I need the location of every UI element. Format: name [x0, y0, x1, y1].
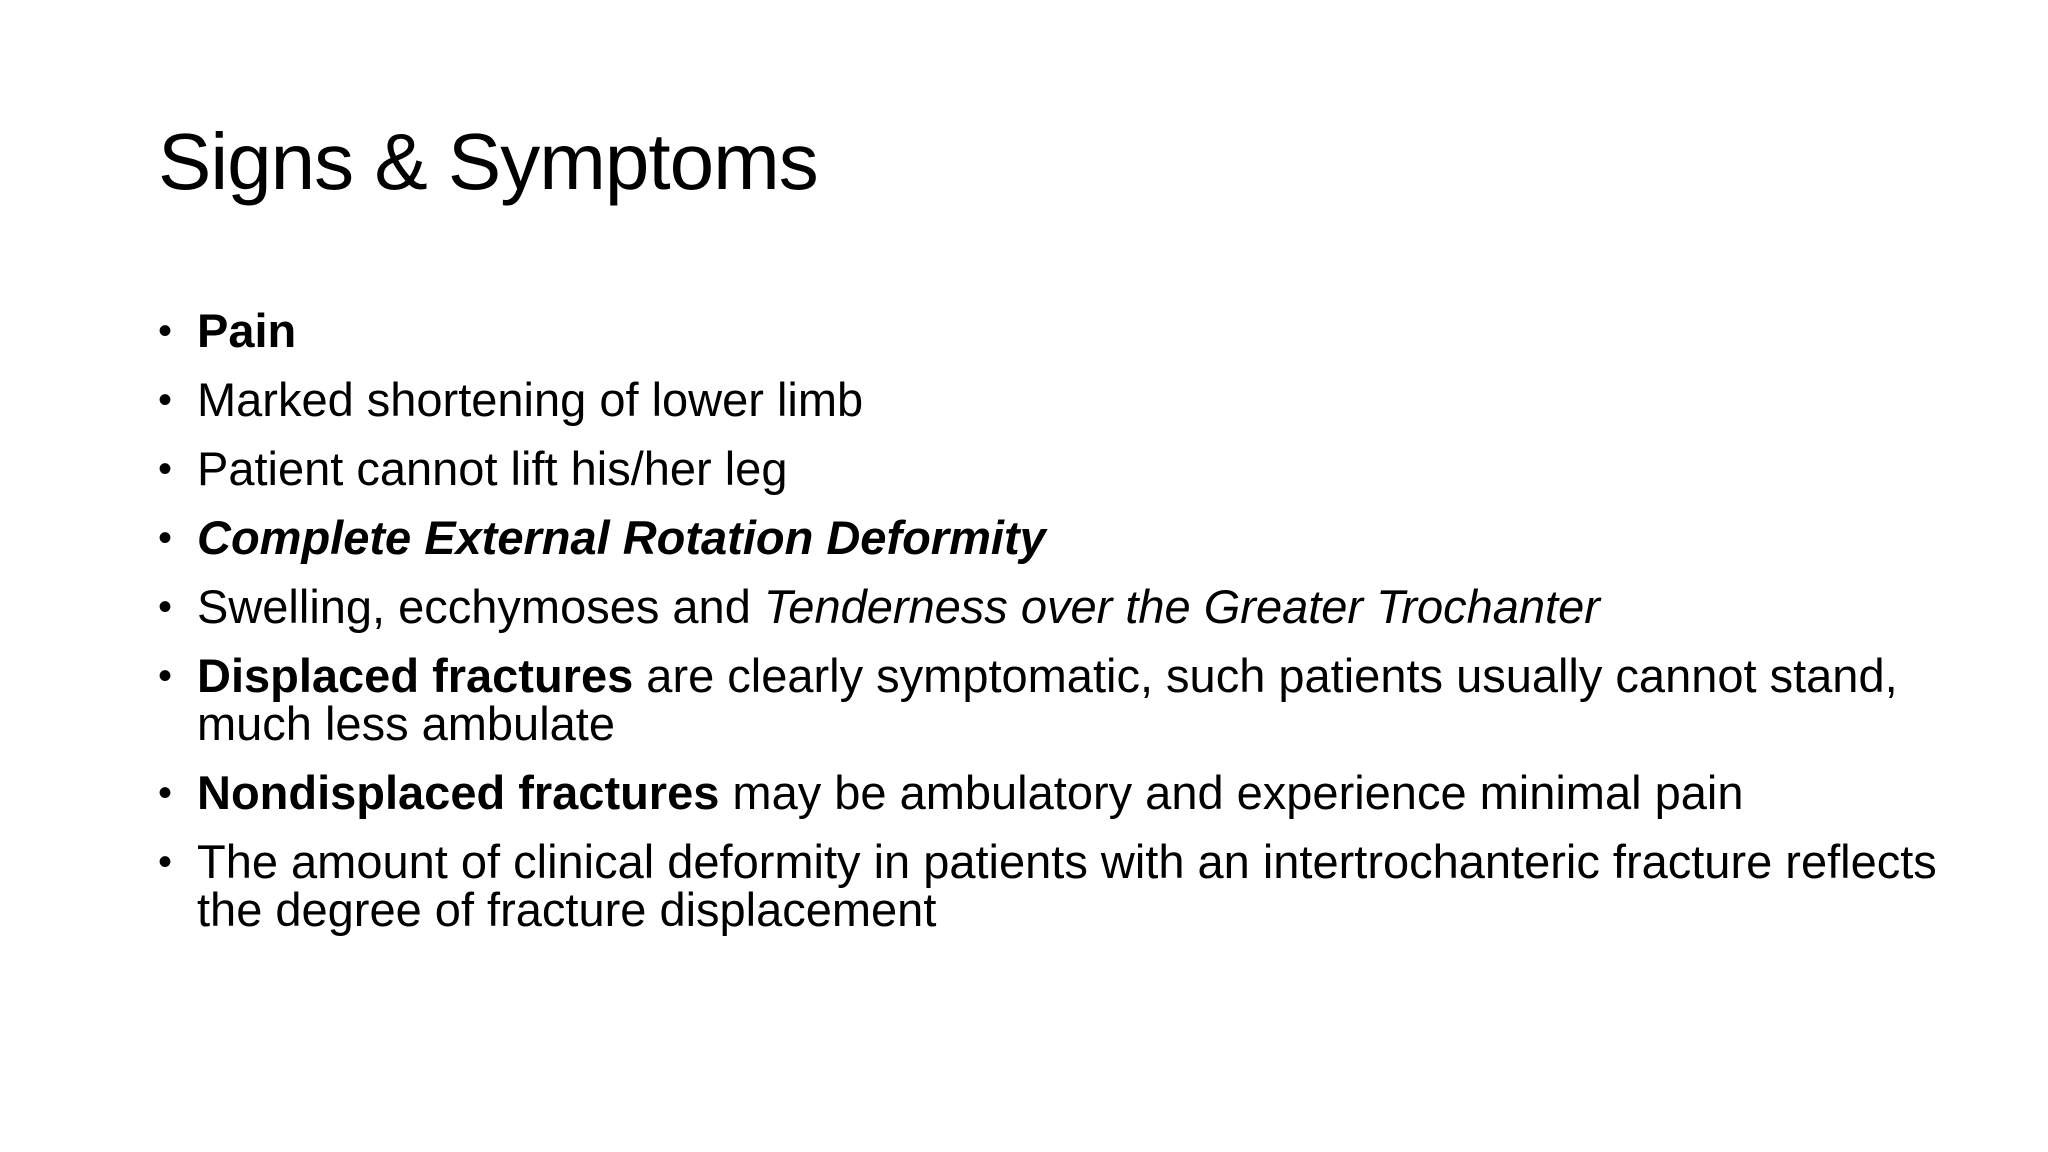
- bullet-bold-text: Displaced fractures: [197, 649, 634, 702]
- bullet-dot-icon: •: [158, 447, 173, 491]
- bullet-text: Patient cannot lift his/her leg: [197, 442, 788, 495]
- bullet-text: Swelling, ecchymoses and: [197, 580, 764, 633]
- bullet-item: [158, 373, 1938, 426]
- bullet-item: [158, 580, 1938, 633]
- bullet-dot-icon: •: [158, 840, 173, 884]
- bullet-text: The amount of clinical deformity in patients with an intertrochanteric fracture reflects the degree of fracture displacement: [197, 835, 1937, 936]
- slide-title: Signs & Symptoms: [158, 117, 818, 206]
- bullet-item: [158, 304, 1938, 357]
- bullet-item: [158, 835, 1938, 936]
- bullet-italic-text: Tenderness over the Greater Trochanter: [763, 580, 1600, 633]
- bullet-dot-icon: •: [158, 516, 173, 560]
- bullet-text: Marked shortening of lower limb: [197, 373, 864, 426]
- bullet-dot-icon: •: [158, 309, 173, 353]
- bullet-dot-icon: •: [158, 585, 173, 629]
- bullet-bold-text: Pain: [197, 304, 297, 357]
- bullet-bold-text: Nondisplaced fractures: [197, 766, 720, 819]
- bullet-item: [158, 766, 1938, 819]
- bullet-item: [158, 442, 1938, 495]
- bullet-item: [158, 649, 1938, 750]
- bullet-item: [158, 511, 1938, 564]
- bullet-dot-icon: •: [158, 378, 173, 422]
- bullet-text: may be ambulatory and experience minimal pain: [719, 766, 1744, 819]
- bullet-text: are clearly symptomatic, such patients usually cannot stand, much less ambulate: [197, 649, 1898, 750]
- bullet-list: [158, 304, 1938, 955]
- bullet-dot-icon: •: [158, 771, 173, 815]
- bullet-dot-icon: •: [158, 654, 173, 698]
- bullet-bold-italic-text: Complete External Rotation Deformity: [197, 511, 1046, 564]
